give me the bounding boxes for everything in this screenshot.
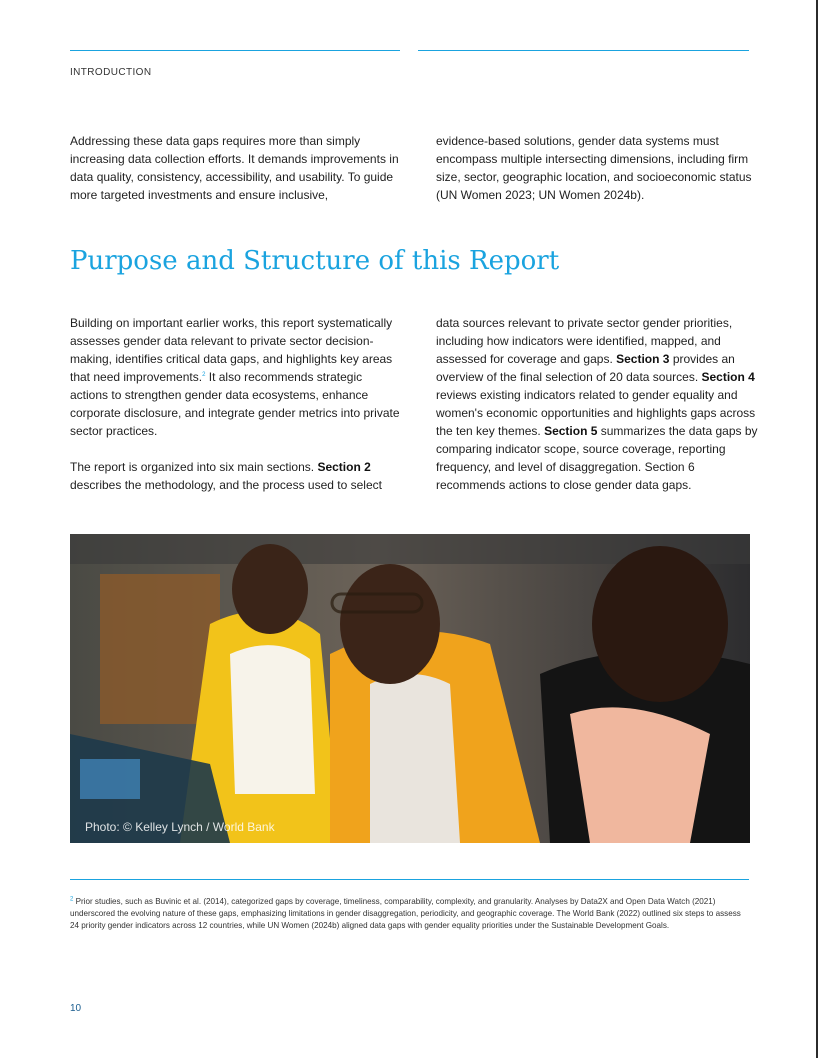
top-rule-left <box>70 50 400 51</box>
body-paragraph-2-start: The report is organized into six main sections. Section 2 describes the methodology, and the process used to select <box>70 460 382 492</box>
section-heading: Purpose and Structure of this Report <box>70 246 560 276</box>
intro-column-left <box>70 132 402 204</box>
intro-column-right <box>436 132 754 204</box>
page-number: 10 <box>70 1003 82 1014</box>
photo <box>70 534 750 843</box>
footnote-rule <box>70 879 749 880</box>
body-paragraph-1: Building on important earlier works, this report systematically assesses gender data relevant to private sector decision-making, identifies critical data gaps, and highlights key areas that need improvements.$^2$ It also recommends strategic actions to strengthen gender data ecosystems, enhance corporate disclosure, and integrate gender metrics into private sector practices. <box>70 316 400 438</box>
body-paragraph-2-cont: data sources relevant to private sector gender priorities, including how indicators were identified, mapped, and assessed for coverage and gaps. Section 3 provides an overview of the final selection of 20 data sources. Section 4 reviews existing indicators related to gender equality and women's economic opportunities and highlights gaps across the ten key themes. Section 5 summarizes the data gaps by comparing indicator scope, source coverage, reporting frequency, and level of disaggregation. Section 6 recommends actions to close gender data gaps. <box>436 316 758 492</box>
intro-paragraph-right: evidence-based solutions, gender data systems must encompass multiple intersecting dimensions, including firm size, sector, geographic location, and socioeconomic status (UN Women 2023; UN Women 2024b). <box>436 134 752 202</box>
section-label: INTRODUCTION <box>70 67 152 78</box>
photo-illustration <box>70 534 750 843</box>
footnote-ref[interactable]: 2 <box>202 372 206 378</box>
intro-paragraph-left: Addressing these data gaps requires more than simply increasing data collection efforts. It demands improvements in data quality, consistency, accessibility, and usability. To guide more targeted investments and ensure inclusive, <box>70 134 399 202</box>
top-rule-right <box>418 50 749 51</box>
footnote-marker: 2 <box>70 896 74 903</box>
body-column-right <box>436 314 758 494</box>
body-column-left <box>70 314 402 494</box>
footnote: $^2$ Prior studies, such as Buvinic et al. (2014), categorized gaps by coverage, timeliness, comparability, complexity, and granularity. Analyses by Data2X and Open Data Watch (2021) underscored the evolving nature of these gaps, emphasizing limitations in gender disaggregation, periodicity, and geographic coverage. The World Bank (2022) outlined six steps to assess 24 priority gender indicators across 12 countries, while UN Women (2024b) aligned data gaps with gender equality priorities under the Sustainable Development Goals. <box>70 896 741 930</box>
photo-credit: Photo: © Kelley Lynch / World Bank <box>85 820 275 834</box>
